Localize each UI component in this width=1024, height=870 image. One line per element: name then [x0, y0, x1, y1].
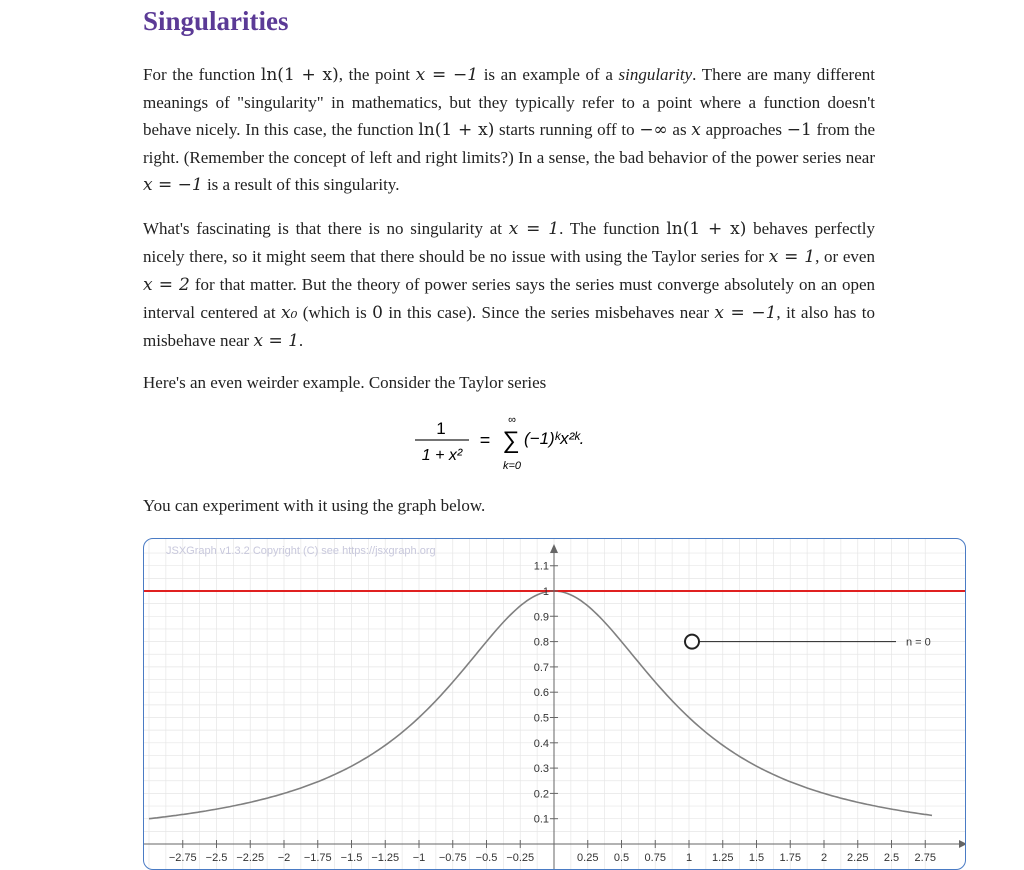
section-title: Singularities	[143, 6, 289, 36]
y-tick-label: 0.7	[533, 661, 549, 674]
text: in this case). Since the series misbehaves near	[382, 303, 715, 322]
x-tick-label: 0.5	[613, 852, 630, 864]
x-tick-label: 1	[685, 852, 693, 864]
paragraph-experiment: You can experiment with it using the graph below.	[143, 496, 486, 515]
x-tick-label: −0.25	[506, 852, 535, 864]
math-inline: x = 1	[253, 331, 299, 351]
text: , or even	[815, 247, 875, 266]
y-tick-label: 0.1	[533, 813, 549, 826]
y-tick-label: 0.2	[533, 788, 549, 801]
slider-handle[interactable]	[685, 635, 699, 649]
text: is a result of this singularity.	[202, 175, 400, 194]
math-inline: 0	[372, 303, 383, 323]
text: .	[298, 331, 304, 350]
math-inline: x = 2	[143, 275, 190, 295]
x-tick-label: −2.5	[205, 852, 228, 864]
paragraph-weirder-example: Here's an even weirder example. Consider the Taylor series	[143, 373, 547, 392]
emphasis-singularity: singularity	[618, 65, 693, 84]
x-tick-label: −1	[412, 852, 426, 864]
x-tick-label: 0.75	[644, 852, 666, 864]
math-inline: x = −1	[714, 303, 777, 323]
text: is an example of a	[478, 65, 619, 84]
x-tick-label: −2.75	[168, 852, 197, 864]
math-inline: −1	[786, 120, 812, 140]
eq-term: (−1)ᵏx²ᵏ.	[524, 429, 585, 448]
x-tick-label: −1.5	[340, 852, 363, 864]
x-tick-label: 0.25	[577, 852, 599, 864]
math-inline: x = 1	[508, 219, 560, 239]
math-inline: −∞	[639, 120, 668, 140]
x-tick-label: 1.75	[779, 852, 801, 864]
x-tick-label: 1.25	[712, 852, 734, 864]
slider[interactable]	[685, 635, 931, 649]
x-tick-label: −2.25	[236, 852, 265, 864]
x-tick-label: −0.75	[438, 852, 467, 864]
y-tick-label: 0.6	[533, 687, 549, 700]
math-inline: ln(1 + x)	[666, 219, 747, 239]
y-tick-label: 0.8	[533, 636, 549, 649]
eq-sum-lower: k=0	[502, 460, 522, 472]
math-inline: x₀	[280, 303, 298, 323]
paragraph-no-singularity	[143, 215, 875, 355]
text: as	[667, 120, 692, 139]
text: from the right. (Remember the concept of left and right limits?) In a sense, the bad behavior of the power series near	[143, 120, 875, 167]
y-tick-label: 0.4	[533, 737, 549, 750]
equation-svg	[143, 412, 875, 472]
y-tick-label: 1	[542, 586, 549, 598]
text: , the point	[338, 65, 416, 84]
text: . The function	[559, 219, 667, 238]
text: behaves perfectly nicely there, so it might seem that there should be no issue with using the Taylor series for	[143, 219, 875, 266]
eq-numerator: 1	[436, 419, 446, 438]
text: starts running off to	[494, 120, 640, 139]
text: What's fascinating is that there is no singularity at	[143, 219, 509, 238]
y-axis-arrow	[550, 544, 558, 553]
math-inline: x = −1	[415, 65, 479, 85]
y-tick-label: 0.3	[533, 763, 549, 776]
math-inline: ln(1 + x)	[418, 120, 495, 140]
eq-sum-symbol: ∑	[502, 427, 520, 454]
x-axis-arrow	[959, 840, 965, 848]
x-tick-label: −1.75	[303, 852, 332, 864]
x-tick-label: 1.5	[748, 852, 765, 864]
math-inline: x	[691, 120, 701, 140]
math-inline: x = 1	[768, 247, 816, 267]
math-inline: ln(1 + x)	[260, 65, 339, 85]
text: (which is	[297, 303, 373, 322]
plot-svg[interactable]	[144, 539, 965, 869]
text: For the function	[143, 65, 261, 84]
text: for that matter. But the theory of power series says the series must converge absolutely on an open interval centered at	[143, 275, 875, 322]
equation-taylor-series	[143, 412, 875, 472]
text: , it also has to misbehave near	[143, 303, 876, 350]
paragraph-singularity-intro	[143, 61, 875, 199]
jsxgraph-board[interactable]	[143, 538, 966, 870]
text: approaches	[700, 120, 787, 139]
x-tick-label: 2.75	[914, 852, 936, 864]
x-tick-label: −0.5	[475, 852, 498, 864]
x-tick-label: 2.5	[883, 852, 900, 864]
x-tick-label: −1.25	[371, 852, 400, 864]
y-tick-label: 0.9	[533, 611, 549, 624]
eq-sum-upper: ∞	[508, 414, 516, 426]
jsxgraph-copyright: JSXGraph v1.3.2 Copyright (C) see https://jsxgraph.org	[166, 545, 436, 557]
x-tick-label: −2	[277, 852, 291, 864]
x-tick-label: 2.25	[847, 852, 869, 864]
text: . There are many different meanings of "singularity" in mathematics, but they typically refer to a point where a function doesn't behave nicely. In this case, the function	[143, 65, 875, 139]
slider-label: n = 0	[906, 636, 931, 649]
eq-equals: =	[479, 430, 491, 450]
y-tick-label: 0.5	[533, 712, 549, 725]
math-inline: x = −1	[143, 175, 203, 195]
eq-denominator: 1 + x²	[421, 447, 463, 464]
x-tick-label: 2	[820, 852, 828, 864]
y-tick-label: 1.1	[533, 560, 549, 573]
